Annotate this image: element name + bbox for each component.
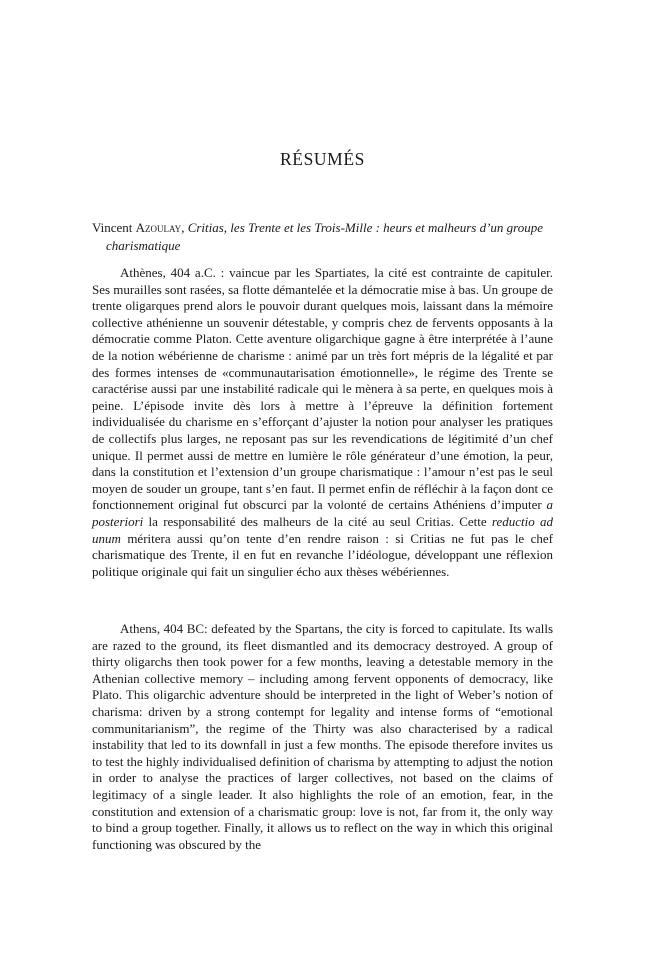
english-abstract: Athens, 404 BC: defeated by the Spartans, the city is forced to capitulate. Its walls are razed to the ground, its fleet dismantled and its democracy destroyed. A group of thirty oligarchs then took power for a few months, leaving a detestable memory in the Athenian collective memory – including among fervent opponents of democracy, like Plato. This oligarchic adventure should be interpreted in the light of Weber’s notion of charisma: driven by a strong contempt for legality and intense forms of “emotional communitarianism”, the regime of the Thirty was also characterised by a radical instability that led to its downfall in just a few months. The episode therefore invites us to test the highly individualised definition of charisma by attempting to adjust the notion in order to analyse the practices of larger collectives, not based on the claims of legitimacy of a single leader. It also highlights the role of an emotion, fear, in the constitution and extension of a charismatic group: love is not, far from it, the only way to bind a group together. Finally, it allows us to reflect on the way in which this original functioning was obscured by the bbox=[92, 621, 553, 852]
page-title: RÉSUMÉS bbox=[280, 149, 365, 169]
entry-author-title bbox=[92, 219, 553, 254]
french-abstract-italic-1: a posteriori bbox=[92, 497, 553, 529]
author-first-name: Vincent bbox=[92, 220, 133, 235]
author-last-name: Azoulay bbox=[135, 220, 182, 235]
french-abstract-text-2: la responsabilité des malheurs de la cité au seul Critias. Cette bbox=[143, 513, 492, 529]
french-abstract-text-3: méritera aussi qu’on tente d’en rendre raison : si Critias ne fut pas le chef charismatique des Trente, il en fut en revanche l’idéologue, développant une réflexion politique originale qui fait un singulier écho aux thèses wébériennes. bbox=[92, 530, 553, 579]
entry-header bbox=[92, 219, 553, 254]
french-abstract-italic-2: reductio ad unum bbox=[92, 513, 554, 546]
title-separator: , bbox=[181, 220, 185, 235]
french-abstract bbox=[92, 265, 553, 580]
french-abstract-text-1: Athènes, 404 a.C. : vaincue par les Spartiates, la cité est contrainte de capituler. Ses murailles sont rasées, sa flotte démantelée et la démocratie mise à bas. Un groupe de trente oligarques prend alors le pouvoir durant quelques mois, laissant dans la mémoire collective athénienne un souvenir détestable, y compris chez de fervents opposants à la démocratie comme Platon. Cette aventure oligarchique gagne à être interprétée à l’aune de la notion wébérienne de charisme : animé par un très fort mépris de la légalité et par des formes intenses de «communautarisation émotionnelle», le régime des Trente se caractérise aussi par une instabilité radicale qui le mènera à sa perte, en quelques mois à peine. L’épisode invite dès lors à mettre à l’épreuve la définition fortement individualisée du charisme en s’efforçant d’ajuster la notion pour analyser les pratiques de collectifs plus larges, ne reposant pas sur les revendications de légitimité d’un chef unique. Il permet aussi de mettre en lumière le rôle générateur d’une émotion, la peur, dans la constitution et l’extension d’un groupe charismatique : l’amour n’est pas le seul moyen de souder un groupe, tant s’en faut. Il permet enfin de réfléchir à la façon dont ce fonctionnement original fut obscurci par la volonté de certains Athéniens d’imputer bbox=[92, 265, 553, 513]
article-title: Critias, les Trente et les Trois-Mille : heurs et malheurs d’un groupe charismatique bbox=[106, 220, 544, 253]
